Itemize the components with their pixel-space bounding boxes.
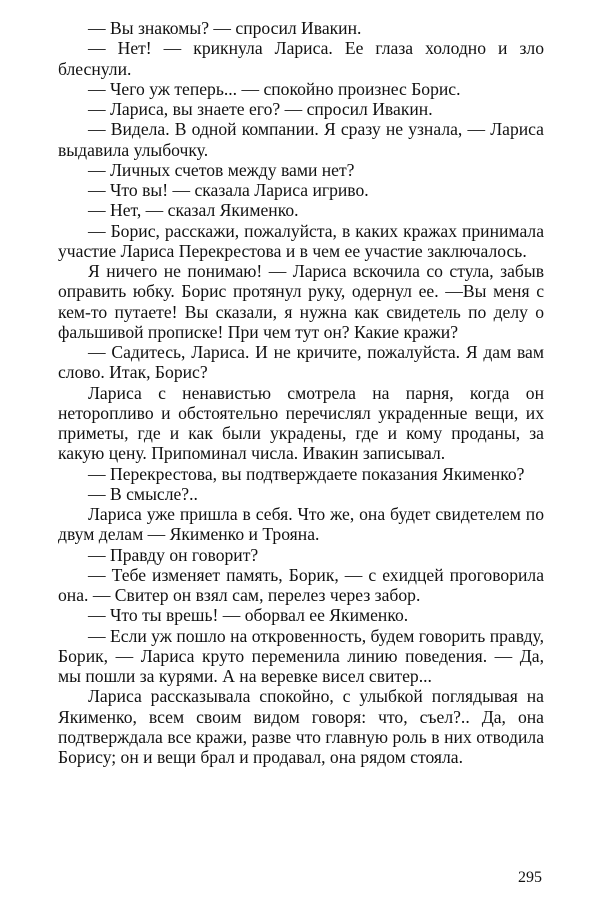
paragraph: — Борис, расскажи, пожалуйста, в каких кражах принимала участие Лариса Перекрестова и в чем ее участие заключалось. [58, 220, 544, 261]
paragraph: — Тебе изменяет память, Борик, — с ехидцей проговорила она. — Свитер он взял сам, перелез через забор. [58, 564, 544, 605]
paragraph: — Нет, — сказал Якименко. [88, 200, 299, 221]
paragraph: — Лариса, вы знаете его? — спросил Ивакин. [88, 99, 433, 119]
page-number: 295 [518, 869, 542, 886]
paragraph: — Перекрестова, вы подтверждаете показания Якименко? [88, 463, 525, 484]
paragraph: Лариса уже пришла в себя. Что же, она будет свидетелем по двум делам — Якименко и Трояна. [58, 504, 544, 545]
paragraph: Лариса с ненавистью смотрела на парня, когда он неторопливо и обстоятельно перечислял украденные вещи, их приметы, где и как были украдены, где и кому проданы, за какую цену. Припоминал числа. Ивакин записывал. [58, 382, 544, 464]
paragraph: — Что ты врешь! — оборвал ее Якименко. [88, 605, 409, 626]
paragraph: Лариса рассказывала спокойно, с улыбкой поглядывая на Якименко, всем своим видом говоря: что, съел?.. Да, она подтверждала все кражи, разве что главную роль в них отводила Борису; он и вещи брал и продавал, она рядом стояла. [58, 686, 544, 767]
paragraph: — Правду он говорит? [88, 544, 259, 565]
paragraph: — Что вы! — сказала Лариса игриво. [88, 180, 369, 200]
paragraph: — Личных счетов между вами нет? [88, 159, 355, 180]
paragraph: — Вы знакомы? — спросил Ивакин. [88, 18, 362, 38]
paragraph: — Садитесь, Лариса. И не кричите, пожалуйста. Я дам вам слово. Итак, Борис? [58, 342, 544, 383]
paragraph: — Если уж пошло на откровенность, будем говорить правду, Борик, — Лариса круто переменила линию поведения. — Да, мы пошли за курями. А на веревке висел свитер... [58, 625, 544, 686]
paragraph: — Чего уж теперь... — спокойно произнес Борис. [88, 78, 461, 99]
page-text [58, 18, 544, 767]
paragraph: — Видела. В одной компании. Я сразу не узнала, — Лариса выдавила улыбочку. [58, 119, 544, 160]
paragraph: — В смысле?.. [88, 483, 198, 504]
paragraph: — Нет! — крикнула Лариса. Ее глаза холодно и зло блеснули. [58, 38, 544, 79]
paragraph: Я ничего не понимаю! — Лариса вскочила со стула, забыв оправить юбку. Борис протянул руку, одернул ее. —Вы меня с кем-то путаете! Вы сказали, я нужна как свидетель по делу о фальшивой прописке! При чем тут он? Какие кражи? [58, 261, 544, 342]
